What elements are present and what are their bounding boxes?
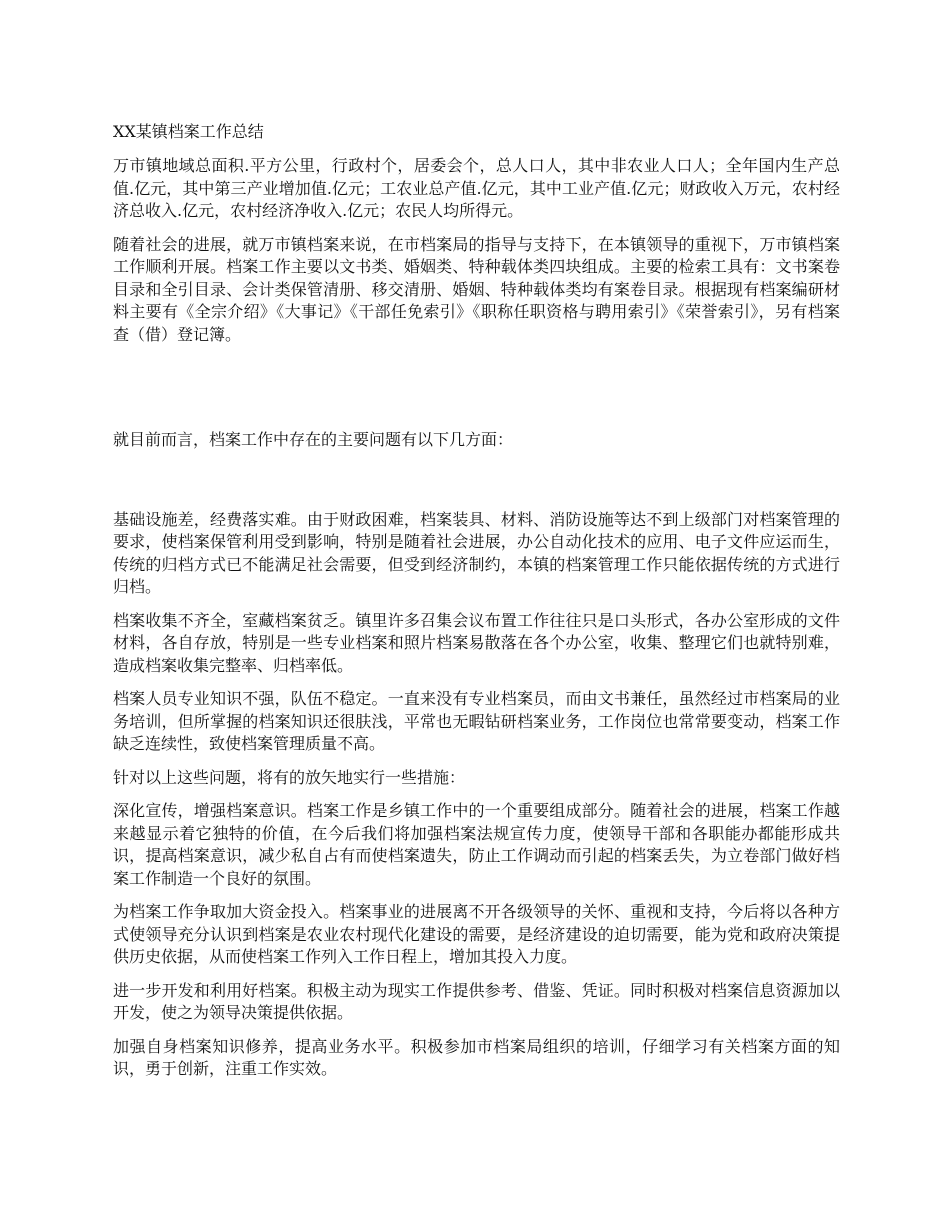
document-title: XX某镇档案工作总结 bbox=[113, 122, 264, 141]
paragraph-measures-intro: 针对以上这些问题，将有的放矢地实行一些措施： bbox=[113, 767, 466, 787]
paragraph-measure-funding: 为档案工作争取加大资金投入。档案事业的进展离不开各级领导的关怀、重视和支持，今后将以各种方式使领导充分认识到档案是农业农村现代化建设的需要，是经济建设的迫切需要，能为党和政府决策提供历史依据，从而使档案工作列入工作日程上，增加其投入力度。 bbox=[113, 902, 840, 966]
spacer bbox=[113, 463, 840, 509]
spacer bbox=[113, 357, 840, 429]
paragraph-problems-intro: 就目前而言，档案工作中存在的主要问题有以下几方面： bbox=[113, 430, 514, 449]
paragraph-problem-collection: 档案收集不齐全，室藏档案贫乏。镇里许多召集会议布置工作往往只是口头形式，各办公室形成的文件材料，各自存放，特别是一些专业档案和照片档案易散落在各个办公室，收集、整理它们也就特别难，造成档案收集完整率、归档率低。 bbox=[113, 610, 840, 675]
document-page bbox=[113, 120, 840, 1092]
paragraph-measure-utilization: 进一步开发和利用好档案。积极主动为现实工作提供参考、借鉴、凭证。同时积极对档案信息资源加以开发，使之为领导决策提供依据。 bbox=[113, 980, 840, 1022]
paragraph-problem-staff: 档案人员专业知识不强，队伍不稳定。一直来没有专业档案员，而由文书兼任，虽然经过市档案局的业务培训，但所掌握的档案知识还很肤浅，平常也无暇钻研档案业务，工作岗位也常常要变动，档案工作缺乏连续性，致使档案管理质量不高。 bbox=[113, 689, 840, 753]
paragraph-problem-facilities: 基础设施差，经费落实难。由于财政困难，档案装具、材料、消防设施等达不到上级部门对档案管理的要求，使档案保管利用受到影响，特别是随着社会进展，办公自动化技术的应用、电子文件应运而生，传统的归档方式已不能满足社会需要，但受到经济制约，本镇的档案管理工作只能依据传统的方式进行归档。 bbox=[113, 509, 840, 596]
paragraph-background: 随着社会的进展，就万市镇档案来说，在市档案局的指导与支持下，在本镇领导的重视下，万市镇档案工作顺利开展。档案工作主要以文书类、婚姻类、特种载体类四块组成。主要的检索工具有：文书案卷目录和全引目录、会计类保管清册、移交清册、婚姻、特种载体类均有案卷目录。根据现有档案编研材料主要有《全宗介绍》《大事记》《干部任免索引》《职称任职资格与聘用索引》《荣誉索引》，另有档案查（借）登记簿。 bbox=[113, 234, 840, 344]
paragraph-overview: 万市镇地域总面积.平方公里，行政村个，居委会个，总人口人，其中非农业人口人；全年国内生产总值.亿元，其中第三产业增加值.亿元；工农业总产值.亿元，其中工业产值.亿元；财政收入万元，农村经济总收入.亿元，农村经济净收入.亿元；农民人均所得元。 bbox=[113, 156, 840, 220]
paragraph-measure-training: 加强自身档案知识修养，提高业务水平。积极参加市档案局组织的培训，仔细学习有关档案方面的知识，勇于创新，注重工作实效。 bbox=[113, 1036, 840, 1078]
paragraph-measure-publicity: 深化宣传，增强档案意识。档案工作是乡镇工作中的一个重要组成部分。随着社会的进展，档案工作越来越显示着它独特的价值，在今后我们将加强档案法规宣传力度，使领导干部和各职能办都能形成共识，提高档案意识，减少私自占有而使档案遗失，防止工作调动而引起的档案丢失，为立卷部门做好档案工作制造一个良好的氛围。 bbox=[113, 801, 840, 888]
